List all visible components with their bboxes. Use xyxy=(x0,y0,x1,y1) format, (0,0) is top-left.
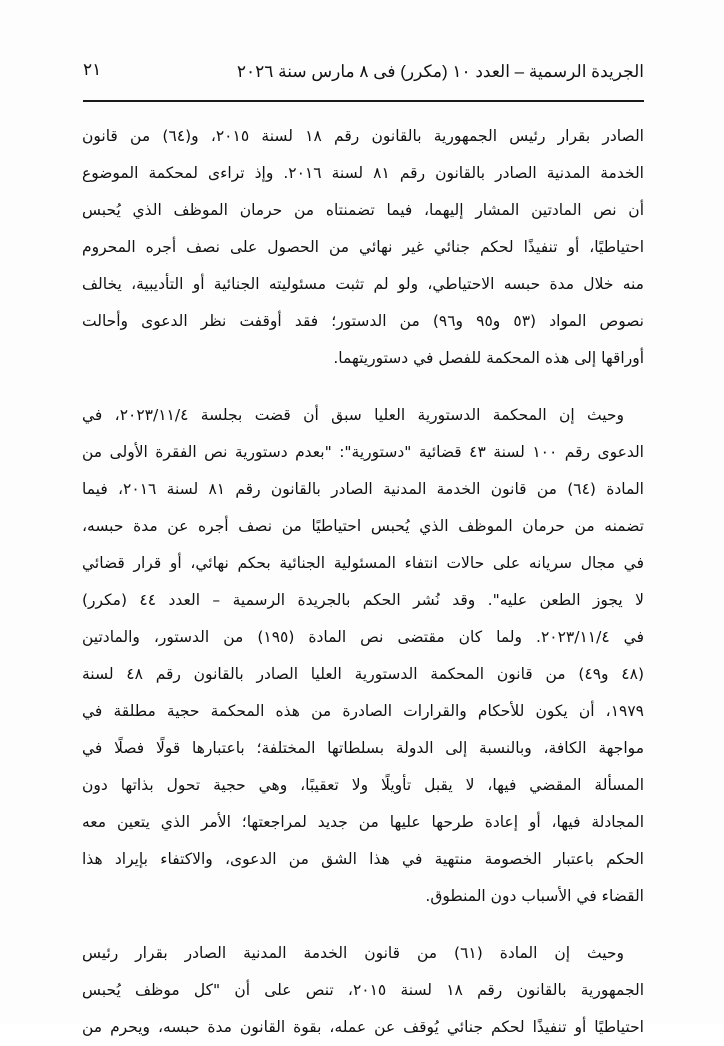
text-line: وحيث إن المحكمة الدستورية العليا سبق أن قضت بجلسة ٢٠٢٣/١١/٤، في xyxy=(82,406,624,424)
text-line: المجادلة فيها، أو إعادة طرحها عليها من جديد لمراجعتها؛ الأمر الذي يتعين معه xyxy=(82,813,644,831)
text-line: الخدمة المدنية الصادر بالقانون رقم ٨١ لسنة ٢٠١٦. وإذ تراءى لمحكمة الموضوع xyxy=(82,164,644,182)
header-divider xyxy=(83,100,644,102)
text-line: الجمهورية بالقانون رقم ١٨ لسنة ٢٠١٥، تنص على أن "كل موظف يُحبس xyxy=(82,981,644,999)
text-line: احتياطيًا، أو تنفيذًا لحكم جنائي غير نهائي من الحصول على نصف أجره المحروم xyxy=(82,238,644,256)
text-line: احتياطيًا أو تنفيذًا لحكم جنائي يُوقف عن عمله، بقوة القانون مدة حبسه، ويحرم من xyxy=(82,1018,644,1036)
text-line: الدعوى رقم ١٠٠ لسنة ٤٣ قضائية "دستورية": "بعدم دستورية نص الفقرة الأولى من xyxy=(82,443,644,461)
text-line: وحيث إن المادة (٦١) من قانون الخدمة المدنية الصادر بقرار رئيس xyxy=(82,944,624,962)
text-line: (٤٨ و٤٩) من قانون المحكمة الدستورية العليا الصادر بالقانون رقم ٤٨ لسنة xyxy=(82,665,644,683)
text-line: الحكم باعتبار الخصومة منتهية في هذا الشق من الدعوى، والاكتفاء بإيراد هذا xyxy=(82,850,644,868)
text-line: لا يجوز الطعن عليه". وقد نُشر الحكم بالجريدة الرسمية – العدد ٤٤ (مكرر) xyxy=(82,591,644,609)
paragraph-1 xyxy=(82,118,644,377)
page-header xyxy=(83,58,644,98)
text-line: أوراقها إلى هذه المحكمة للفصل في دستوريتهما. xyxy=(333,349,644,367)
text-line: القضاء في الأسباب دون المنطوق. xyxy=(425,887,644,905)
text-line: أن نص المادتين المشار إليهما، فيما تضمنتاه من حرمان الموظف الذي يُحبس xyxy=(82,201,644,219)
text-line: ١٩٧٩، أن يكون للأحكام والقرارات الصادرة من هذه المحكمة حجية مطلقة في xyxy=(82,702,644,720)
text-line: المسألة المقضي فيها، لا يقبل تأويلًا ولا تعقيبًا، وهي حجية تحول بذاتها دون xyxy=(82,776,644,794)
paragraph-3 xyxy=(82,935,644,1046)
text-line: تضمنه من حرمان الموظف الذي يُحبس احتياطيًا من نصف أجره عن مدة حبسه، xyxy=(82,517,644,535)
document-body xyxy=(82,118,644,1046)
text-line: منه خلال مدة حبسه الاحتياطي، ولو لم تثبت مسئوليته الجنائية أو التأديبية، يخالف xyxy=(82,275,644,293)
text-line: في ٢٠٢٣/١١/٤. ولما كان مقتضى نص المادة (١٩٥) من الدستور، والمادتين xyxy=(82,628,644,646)
text-line: المادة (٦٤) من قانون الخدمة المدنية الصادر بالقانون رقم ٨١ لسنة ٢٠١٦، فيما xyxy=(82,480,644,498)
page-number: ٢١ xyxy=(83,60,102,79)
gazette-header-title: الجريدة الرسمية – العدد ١٠ (مكرر) فى ٨ مارس سنة ٢٠٢٦ xyxy=(236,62,644,81)
text-line: مواجهة الكافة، وبالنسبة إلى الدولة بسلطاتها المختلفة؛ باعتبارها قولًا فصلًا في xyxy=(82,739,644,757)
text-line: نصوص المواد (٥٣ و٩٥ و٩٦) من الدستور؛ فقد أوقفت نظر الدعوى وأحالت xyxy=(82,312,644,330)
text-line: الصادر بقرار رئيس الجمهورية بالقانون رقم ١٨ لسنة ٢٠١٥، و(٦٤) من قانون xyxy=(82,127,644,145)
paragraph-2 xyxy=(82,397,644,915)
text-line: في مجال سريانه على حالات انتفاء المسئولية الجنائية بحكم نهائي، أو قرار قضائي xyxy=(82,554,644,572)
